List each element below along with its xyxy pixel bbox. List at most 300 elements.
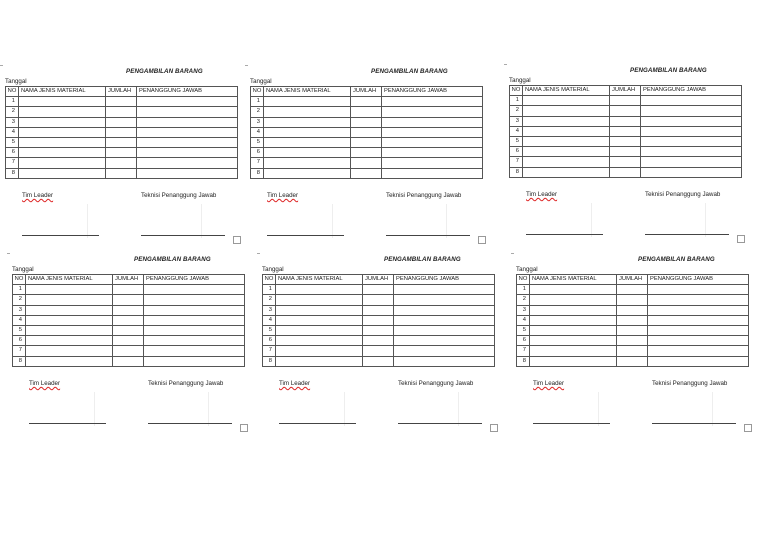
table-row [517, 336, 749, 346]
quantity-cell[interactable] [363, 346, 394, 356]
material-cell[interactable] [530, 305, 617, 315]
quantity-cell[interactable] [610, 116, 641, 126]
material-cell[interactable] [19, 158, 106, 168]
guide-line [446, 204, 447, 238]
quantity-cell[interactable] [351, 158, 382, 168]
quantity-cell[interactable] [351, 168, 382, 178]
responsible-cell[interactable] [648, 325, 749, 335]
table-row [510, 147, 742, 157]
responsible-cell[interactable] [394, 336, 495, 346]
quantity-cell[interactable] [351, 148, 382, 158]
responsible-cell[interactable] [648, 346, 749, 356]
responsible-cell[interactable] [641, 116, 742, 126]
material-cell[interactable] [276, 285, 363, 295]
material-table [5, 86, 238, 179]
responsible-cell[interactable] [394, 285, 495, 295]
material-cell[interactable] [530, 346, 617, 356]
table-row [13, 285, 245, 295]
quantity-cell[interactable] [113, 285, 144, 295]
responsible-cell[interactable] [144, 336, 245, 346]
row-number: 3 [6, 117, 19, 127]
row-number: 4 [263, 315, 276, 325]
responsible-cell[interactable] [144, 325, 245, 335]
signature-line-technician[interactable] [652, 423, 736, 424]
quantity-cell[interactable] [610, 96, 641, 106]
team-leader-text: Tim Leader [22, 192, 54, 199]
material-cell[interactable] [523, 116, 610, 126]
quantity-cell[interactable] [106, 137, 137, 147]
responsible-cell[interactable] [382, 97, 483, 107]
row-number: 1 [13, 285, 26, 295]
material-table [516, 274, 749, 367]
table-header-row [510, 86, 742, 96]
row-number: 8 [6, 168, 19, 178]
material-cell[interactable] [523, 167, 610, 177]
material-cell[interactable] [26, 285, 113, 295]
responsible-cell[interactable] [648, 285, 749, 295]
signature-line-technician[interactable] [645, 234, 729, 235]
signature-line-team-leader[interactable] [22, 235, 99, 236]
signature-label-team-leader [279, 380, 310, 387]
material-cell[interactable] [26, 315, 113, 325]
material-cell[interactable] [19, 148, 106, 158]
signature-line-team-leader[interactable] [526, 234, 603, 235]
row-number: 7 [6, 158, 19, 168]
material-cell[interactable] [19, 127, 106, 137]
row-number: 6 [263, 336, 276, 346]
form-title: PENGAMBILAN BARANG [371, 68, 448, 75]
row-number: 4 [251, 127, 264, 137]
col-header-quantity: JUMLAH [113, 275, 144, 285]
material-cell[interactable] [276, 325, 363, 335]
quantity-cell[interactable] [106, 107, 137, 117]
quantity-cell[interactable] [617, 315, 648, 325]
responsible-cell[interactable] [382, 158, 483, 168]
quantity-cell[interactable] [363, 356, 394, 366]
material-cell[interactable] [523, 106, 610, 116]
team-leader-text: Tim Leader [267, 192, 299, 199]
row-number: 4 [517, 315, 530, 325]
quantity-cell[interactable] [617, 356, 648, 366]
col-header-responsible: PENANGGUNG JAWAB [137, 87, 238, 97]
material-table [262, 274, 495, 367]
table-row [517, 315, 749, 325]
material-cell[interactable] [19, 107, 106, 117]
table-header-row [251, 87, 483, 97]
row-number: 1 [251, 97, 264, 107]
quantity-cell[interactable] [610, 106, 641, 116]
table-row [263, 336, 495, 346]
material-cell[interactable] [264, 168, 351, 178]
signature-line-team-leader[interactable] [279, 423, 356, 424]
table-row [13, 295, 245, 305]
quantity-cell[interactable] [610, 147, 641, 157]
signature-label-team-leader [22, 192, 53, 199]
row-number: 5 [6, 137, 19, 147]
quantity-cell[interactable] [106, 97, 137, 107]
table-header-row [6, 87, 238, 97]
row-number: 6 [6, 148, 19, 158]
quantity-cell[interactable] [610, 136, 641, 146]
material-cell[interactable] [26, 295, 113, 305]
row-number: 7 [510, 157, 523, 167]
responsible-cell[interactable] [394, 346, 495, 356]
quantity-cell[interactable] [617, 325, 648, 335]
col-header-quantity: JUMLAH [617, 275, 648, 285]
signature-line-technician[interactable] [141, 235, 225, 236]
corner-mark [0, 65, 3, 66]
col-header-no: NO [6, 87, 19, 97]
quantity-cell[interactable] [351, 107, 382, 117]
row-number: 6 [13, 336, 26, 346]
quantity-cell[interactable] [363, 325, 394, 335]
checkbox[interactable] [233, 236, 241, 244]
row-number: 6 [510, 147, 523, 157]
responsible-cell[interactable] [648, 295, 749, 305]
table-header-row [517, 275, 749, 285]
responsible-cell[interactable] [137, 168, 238, 178]
responsible-cell[interactable] [382, 148, 483, 158]
table-row [13, 305, 245, 315]
signature-line-team-leader[interactable] [267, 235, 344, 236]
quantity-cell[interactable] [106, 127, 137, 137]
corner-mark [257, 253, 260, 254]
table-row [6, 168, 238, 178]
responsible-cell[interactable] [137, 137, 238, 147]
col-header-no: NO [510, 86, 523, 96]
responsible-cell[interactable] [394, 305, 495, 315]
col-header-no: NO [517, 275, 530, 285]
row-number: 7 [517, 346, 530, 356]
responsible-cell[interactable] [144, 315, 245, 325]
material-cell[interactable] [530, 356, 617, 366]
quantity-cell[interactable] [351, 97, 382, 107]
checkbox[interactable] [744, 424, 752, 432]
row-number: 7 [263, 346, 276, 356]
col-header-responsible: PENANGGUNG JAWAB [382, 87, 483, 97]
row-number: 2 [6, 107, 19, 117]
date-label: Tanggal [250, 78, 272, 85]
signature-label-team-leader [526, 191, 557, 198]
table-row [251, 148, 483, 158]
material-cell[interactable] [26, 305, 113, 315]
row-number: 8 [263, 356, 276, 366]
signature-label-team-leader [29, 380, 60, 387]
responsible-cell[interactable] [394, 325, 495, 335]
row-number: 8 [510, 167, 523, 177]
table-row [13, 346, 245, 356]
material-cell[interactable] [264, 117, 351, 127]
material-cell[interactable] [264, 97, 351, 107]
row-number: 2 [510, 106, 523, 116]
quantity-cell[interactable] [363, 295, 394, 305]
material-cell[interactable] [19, 137, 106, 147]
table-row [6, 97, 238, 107]
quantity-cell[interactable] [617, 285, 648, 295]
form-title: PENGAMBILAN BARANG [134, 256, 211, 263]
row-number: 1 [510, 96, 523, 106]
material-cell[interactable] [276, 356, 363, 366]
table-row [13, 336, 245, 346]
col-header-quantity: JUMLAH [363, 275, 394, 285]
material-cell[interactable] [26, 325, 113, 335]
signature-label-technician: Teknisi Penanggung Jawab [141, 192, 217, 199]
quantity-cell[interactable] [363, 336, 394, 346]
corner-mark [245, 65, 248, 66]
row-number: 3 [13, 305, 26, 315]
responsible-cell[interactable] [382, 117, 483, 127]
col-header-quantity: JUMLAH [106, 87, 137, 97]
responsible-cell[interactable] [137, 107, 238, 117]
guide-line [705, 203, 706, 237]
material-cell[interactable] [276, 336, 363, 346]
table-row [510, 106, 742, 116]
material-cell[interactable] [530, 285, 617, 295]
quantity-cell[interactable] [106, 158, 137, 168]
corner-mark [7, 253, 10, 254]
material-cell[interactable] [26, 346, 113, 356]
responsible-cell[interactable] [144, 305, 245, 315]
checkbox[interactable] [490, 424, 498, 432]
guide-line [332, 204, 333, 238]
material-cell[interactable] [264, 127, 351, 137]
row-number: 6 [517, 336, 530, 346]
responsible-cell[interactable] [641, 136, 742, 146]
table-row [510, 96, 742, 106]
table-row [6, 127, 238, 137]
guide-line [591, 203, 592, 237]
table-row [263, 285, 495, 295]
responsible-cell[interactable] [641, 106, 742, 116]
responsible-cell[interactable] [394, 356, 495, 366]
row-number: 8 [251, 168, 264, 178]
table-row [13, 356, 245, 366]
table-row [263, 346, 495, 356]
col-header-material: NAMA JENIS MATERIAL [264, 87, 351, 97]
col-header-quantity: JUMLAH [610, 86, 641, 96]
row-number: 1 [263, 285, 276, 295]
material-cell[interactable] [523, 157, 610, 167]
quantity-cell[interactable] [610, 167, 641, 177]
table-row [510, 157, 742, 167]
signature-label-technician: Teknisi Penanggung Jawab [148, 380, 224, 387]
row-number: 6 [251, 148, 264, 158]
responsible-cell[interactable] [394, 295, 495, 305]
material-table [250, 86, 483, 179]
responsible-cell[interactable] [382, 137, 483, 147]
material-cell[interactable] [276, 295, 363, 305]
checkbox[interactable] [737, 235, 745, 243]
responsible-cell[interactable] [137, 127, 238, 137]
row-number: 5 [517, 325, 530, 335]
table-row [6, 137, 238, 147]
responsible-cell[interactable] [144, 346, 245, 356]
quantity-cell[interactable] [113, 356, 144, 366]
form-title: PENGAMBILAN BARANG [630, 67, 707, 74]
quantity-cell[interactable] [610, 126, 641, 136]
col-header-material: NAMA JENIS MATERIAL [523, 86, 610, 96]
form-title: PENGAMBILAN BARANG [126, 68, 203, 75]
col-header-no: NO [13, 275, 26, 285]
col-header-no: NO [251, 87, 264, 97]
quantity-cell[interactable] [363, 285, 394, 295]
material-cell[interactable] [19, 168, 106, 178]
material-cell[interactable] [26, 336, 113, 346]
checkbox[interactable] [478, 236, 486, 244]
material-cell[interactable] [276, 305, 363, 315]
material-cell[interactable] [264, 158, 351, 168]
material-cell[interactable] [26, 356, 113, 366]
row-number: 8 [13, 356, 26, 366]
table-row [251, 168, 483, 178]
responsible-cell[interactable] [137, 97, 238, 107]
row-number: 7 [251, 158, 264, 168]
quantity-cell[interactable] [351, 127, 382, 137]
quantity-cell[interactable] [113, 325, 144, 335]
responsible-cell[interactable] [137, 158, 238, 168]
responsible-cell[interactable] [641, 167, 742, 177]
quantity-cell[interactable] [363, 315, 394, 325]
guide-line [458, 392, 459, 426]
table-header-row [13, 275, 245, 285]
form-title: PENGAMBILAN BARANG [638, 256, 715, 263]
material-cell[interactable] [523, 126, 610, 136]
material-cell[interactable] [276, 346, 363, 356]
responsible-cell[interactable] [382, 127, 483, 137]
responsible-cell[interactable] [641, 157, 742, 167]
table-row [263, 315, 495, 325]
corner-mark [511, 253, 514, 254]
signature-line-technician[interactable] [386, 235, 470, 236]
guide-line [201, 204, 202, 238]
responsible-cell[interactable] [382, 168, 483, 178]
material-cell[interactable] [523, 136, 610, 146]
responsible-cell[interactable] [641, 96, 742, 106]
signature-line-team-leader[interactable] [29, 423, 106, 424]
material-cell[interactable] [530, 336, 617, 346]
row-number: 5 [13, 325, 26, 335]
responsible-cell[interactable] [648, 315, 749, 325]
quantity-cell[interactable] [363, 305, 394, 315]
table-row [6, 158, 238, 168]
table-row [251, 107, 483, 117]
quantity-cell[interactable] [106, 148, 137, 158]
responsible-cell[interactable] [394, 315, 495, 325]
table-row [6, 117, 238, 127]
responsible-cell[interactable] [648, 336, 749, 346]
quantity-cell[interactable] [113, 305, 144, 315]
quantity-cell[interactable] [351, 137, 382, 147]
responsible-cell[interactable] [641, 126, 742, 136]
responsible-cell[interactable] [144, 356, 245, 366]
col-header-material: NAMA JENIS MATERIAL [19, 87, 106, 97]
row-number: 1 [517, 285, 530, 295]
corner-mark [504, 64, 507, 65]
signature-label-technician: Teknisi Penanggung Jawab [398, 380, 474, 387]
signature-line-team-leader[interactable] [533, 423, 610, 424]
row-number: 4 [13, 315, 26, 325]
table-row [251, 117, 483, 127]
material-cell[interactable] [530, 295, 617, 305]
quantity-cell[interactable] [113, 336, 144, 346]
responsible-cell[interactable] [648, 356, 749, 366]
row-number: 3 [263, 305, 276, 315]
col-header-responsible: PENANGGUNG JAWAB [648, 275, 749, 285]
responsible-cell[interactable] [648, 305, 749, 315]
responsible-cell[interactable] [144, 295, 245, 305]
quantity-cell[interactable] [106, 168, 137, 178]
material-table [12, 274, 245, 367]
material-cell[interactable] [523, 147, 610, 157]
quantity-cell[interactable] [113, 346, 144, 356]
row-number: 4 [510, 126, 523, 136]
col-header-responsible: PENANGGUNG JAWAB [144, 275, 245, 285]
row-number: 8 [517, 356, 530, 366]
table-row [251, 127, 483, 137]
quantity-cell[interactable] [113, 295, 144, 305]
row-number: 5 [263, 325, 276, 335]
signature-line-technician[interactable] [398, 423, 482, 424]
responsible-cell[interactable] [641, 147, 742, 157]
date-label: Tanggal [5, 78, 27, 85]
material-cell[interactable] [530, 315, 617, 325]
quantity-cell[interactable] [617, 346, 648, 356]
row-number: 4 [6, 127, 19, 137]
signature-label-technician: Teknisi Penanggung Jawab [645, 191, 721, 198]
table-row [263, 295, 495, 305]
table-row [6, 107, 238, 117]
material-cell[interactable] [19, 117, 106, 127]
quantity-cell[interactable] [610, 157, 641, 167]
table-row [251, 137, 483, 147]
table-row [517, 356, 749, 366]
table-row [6, 148, 238, 158]
responsible-cell[interactable] [137, 117, 238, 127]
material-cell[interactable] [276, 315, 363, 325]
material-cell[interactable] [264, 107, 351, 117]
col-header-material: NAMA JENIS MATERIAL [26, 275, 113, 285]
guide-line [344, 392, 345, 426]
material-cell[interactable] [19, 97, 106, 107]
quantity-cell[interactable] [617, 305, 648, 315]
material-cell[interactable] [264, 137, 351, 147]
guide-line [712, 392, 713, 426]
responsible-cell[interactable] [382, 107, 483, 117]
material-table [509, 85, 742, 178]
material-cell[interactable] [523, 96, 610, 106]
material-cell[interactable] [530, 325, 617, 335]
quantity-cell[interactable] [351, 117, 382, 127]
signature-line-technician[interactable] [148, 423, 232, 424]
row-number: 5 [510, 136, 523, 146]
row-number: 3 [510, 116, 523, 126]
quantity-cell[interactable] [113, 315, 144, 325]
quantity-cell[interactable] [106, 117, 137, 127]
table-row [517, 295, 749, 305]
date-label: Tanggal [12, 266, 34, 273]
responsible-cell[interactable] [137, 148, 238, 158]
material-cell[interactable] [264, 148, 351, 158]
checkbox[interactable] [240, 424, 248, 432]
row-number: 3 [517, 305, 530, 315]
signature-label-technician: Teknisi Penanggung Jawab [652, 380, 728, 387]
quantity-cell[interactable] [617, 336, 648, 346]
responsible-cell[interactable] [144, 285, 245, 295]
col-header-material: NAMA JENIS MATERIAL [530, 275, 617, 285]
table-row [251, 158, 483, 168]
form-title: PENGAMBILAN BARANG [384, 256, 461, 263]
quantity-cell[interactable] [617, 295, 648, 305]
